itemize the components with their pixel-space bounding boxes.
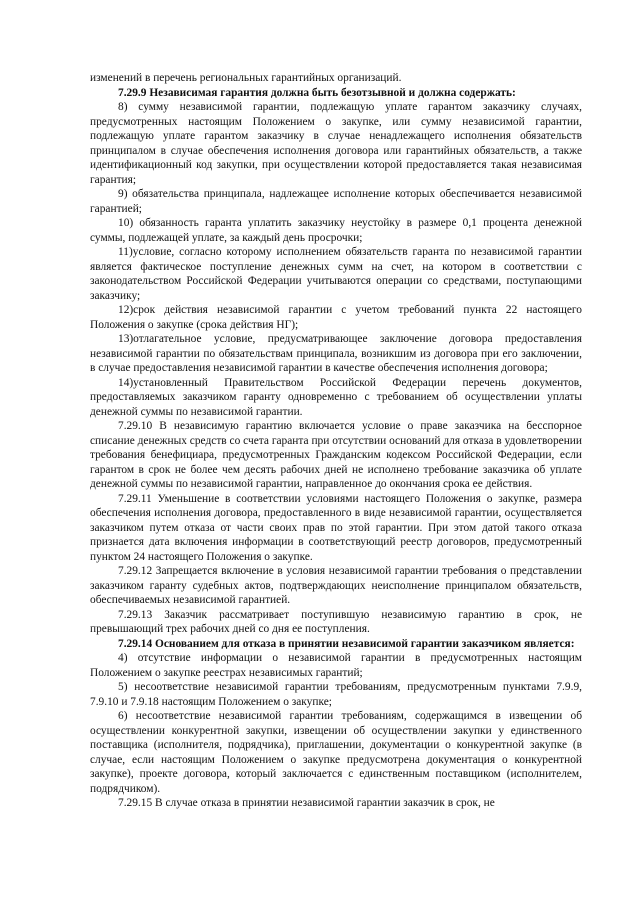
paragraph: 10) обязанность гаранта уплатить заказчику неустойку в размере 0,1 процента денежной суммы, подлежащей уплате, за каждый день просрочки;: [90, 217, 582, 244]
section-heading: 7.29.14 Основанием для отказа в принятии независимой гарантии заказчиком является:: [118, 637, 575, 650]
paragraph: 11)условие, согласно которому исполнением обязательств гаранта по независимой гарантии является фактическое поступление денежных сумм на счет, на котором в соответствии с законодательством Российской Федерации учитываются операции со средствами, поступающими заказчику;: [90, 246, 582, 302]
paragraph: 7.29.15 В случае отказа в принятии независимой гарантии заказчик в срок, не: [118, 797, 495, 809]
paragraph: 13)отлагательное условие, предусматривающее заключение договора предоставления независимой гарантии по обязательствам принципала, возникшим из договора при его заключении, в случае предоставления независимой гарантии в качестве обеспечения исполнения договора;: [90, 333, 582, 374]
paragraph: 12)срок действия независимой гарантии с учетом требований пункта 22 настоящего Положения о закупке (срока действия НГ);: [90, 304, 582, 331]
paragraph: изменений в перечень региональных гарантийных организаций.: [90, 72, 402, 84]
section-heading: 7.29.9 Независимая гарантия должна быть безотзывной и должна содержать:: [118, 86, 516, 99]
paragraph: 4) отсутствие информации о независимой гарантии в предусмотренных настоящим Положением о закупке реестрах независимых гарантий;: [90, 652, 582, 679]
paragraph: 6) несоответствие независимой гарантии требованиям, содержащимся в извещении об осуществлении конкурентной закупки, извещении об осуществлении закупки у единственного поставщика (исполнителя, подрядчика), приглашении, документации о конкурентной закупке (в случае, если настоящим Положением о закупке предусмотрена документация о конкурентной закупке), проекте договора, который заключается с единственным поставщиком (исполнителем, подрядчиком).: [90, 710, 582, 795]
paragraph: 5) несоответствие независимой гарантии требованиям, предусмотренным пунктами 7.9.9, 7.9.10 и 7.9.18 настоящим Положением о закупке;: [90, 681, 582, 708]
paragraph: 8) сумму независимой гарантии, подлежащую уплате гарантом заказчику случаях, предусмотренных настоящим Положением о закупке, или сумму независимой гарантии, подлежащую уплате гарантом заказчику в случае ненадлежащего исполнения обязательств принципалом в случае обеспечения исполнения договора или гарантийных обязательств, а также идентификационный код закупки, при осуществлении которой предоставляется такая независимая гарантия;: [90, 101, 582, 186]
document-body: [90, 71, 582, 811]
paragraph: 7.29.10 В независимую гарантию включается условие о праве заказчика на бесспорное списание денежных средств со счета гаранта при отсутствии оснований для отказа в удовлетворении требования бенефициара, предусмотренных Гражданским кодексом Российской Федерации, если гарантом в срок не более чем десять рабочих дней не исполнено требование заказчика об уплате денежной суммы по независимой гарантии, направленное до окончания срока ее действия.: [90, 420, 582, 490]
paragraph: 14)установленный Правительством Российской Федерации перечень документов, предоставляемых заказчиком гаранту одновременно с требованием об осуществлении уплаты денежной суммы по независимой гарантии.: [90, 376, 582, 418]
paragraph: 7.29.13 Заказчик рассматривает поступившую независимую гарантию в срок, не превышающий трех рабочих дней со дня ее поступления.: [90, 608, 582, 635]
paragraph: 7.29.12 Запрещается включение в условия независимой гарантии требования о представлении заказчиком гаранту судебных актов, подтверждающих неисполнение принципалом обязательств, обеспечиваемых независимой гарантией.: [90, 565, 582, 606]
paragraph: 7.29.11 Уменьшение в соответствии условиями настоящего Положения о закупке, размера обеспечения исполнения договора, предоставленного в виде независимой гарантии, осуществляется заказчиком путем отказа от части своих прав по этой гарантии. При этом датой такого отказа признается дата включения информации в соответствующий реестр договоров, предусмотренный пунктом 24 настоящего Положения о закупке.: [90, 492, 582, 563]
paragraph: 9) обязательства принципала, надлежащее исполнение которых обеспечивается независимой гарантией;: [90, 188, 582, 215]
